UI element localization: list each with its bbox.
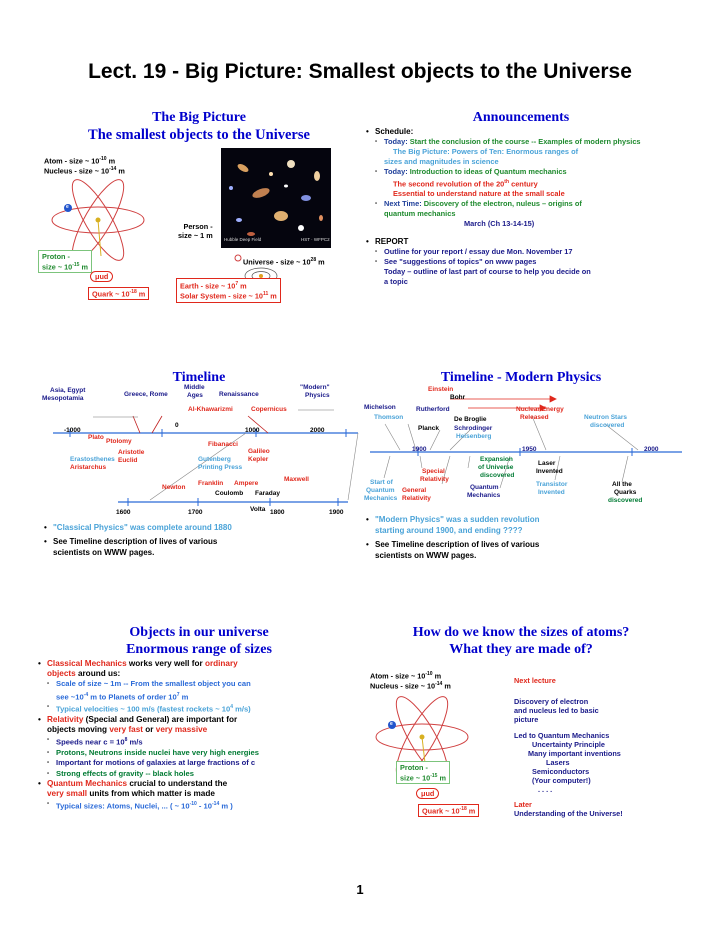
transistor-invented: Invented [538,489,565,496]
name-khwarizmi: Al-Khawarizmi [188,406,233,413]
galaxies-item: • Important for motions of galaxies at large fractions of c [38,758,360,768]
electron-label: e [66,204,69,210]
year-minus-1000: -1000 [64,427,81,434]
classical-mechanics-item: • Classical Mechanics works very well for ordinary [38,659,360,669]
relativity-item: • Relativity (Special and General) are important for [38,715,360,725]
nucleus-size: Nucleus - size ~ $10^{-14}$ m [44,166,125,176]
understanding-universe: Understanding of the Universe! [514,809,623,818]
slide-announcements [360,110,682,310]
start-of: Start of [370,479,393,486]
modern-physics-note-2: starting around 1900, and ending ???? [375,526,523,535]
modern-timeline-bullets [366,514,682,561]
second-revolution: The second revolution of the 20th century [393,179,538,189]
quark-symbol: μud [90,271,113,282]
essential-text: Essential to understand nature at the small scale [393,189,565,199]
atom-size: Atom - size ~ $10^{-10}$ m [44,156,116,166]
march-chapters: March (Ch 13-14-15) [464,219,535,229]
modern-www-note-2: scientists on WWW pages. [375,551,477,560]
year-0: 0 [175,422,179,429]
era-asia: Asia, Egypt [50,387,86,394]
led-to-qm: Led to Quantum Mechanics [514,731,610,740]
name-plato: Plato [88,434,104,441]
start-mechanics: Mechanics [364,495,398,502]
name-galileo: Galileo [248,448,270,455]
year-2000: 2000 [644,446,659,453]
earth-solar-size: Earth - size ~ $10^7$ m Solar System - size ~ $10^{11}$ m [176,278,281,303]
mechanics: Mechanics [467,492,501,499]
transistor: Transistor [536,481,568,488]
speed-item: • Speeds near $c = 10^8$ m/s [38,735,360,748]
laser: Laser [538,460,556,467]
released-label: Released [520,414,549,421]
name-planck: Planck [418,425,439,432]
name-heisenberg: Heisenberg [456,433,492,440]
name-thomson: Thomson [374,414,404,421]
proton-size: Proton - size ~ $10^{-15}$ m [396,761,450,784]
quark-size: Quark ~ $10^{-18}$ m [88,287,149,300]
era-renaissance: Renaissance [219,391,259,398]
era-mesopotamia: Mesopotamia [42,395,84,402]
quantum-mechanics-item: • Quantum Mechanics crucial to understand the [38,779,360,789]
gravity-item: • Strong effects of gravity -- black holes [38,769,360,779]
quarks-discovered: discovered [608,497,643,504]
today-item-1: • Today: Start the conclusion of the course -- Examples of modern physics [366,137,682,147]
expansion: Expansion [480,456,513,463]
schedule-heading: • Schedule: [366,127,682,137]
special: Special [422,468,445,475]
name-ampere: Ampere [234,480,259,487]
hdf-caption: Hubble Deep Field [224,237,262,242]
all-the: All the [612,481,632,488]
today-outline: Today – outline of last part of course to help you decide on [384,267,591,277]
velocity-item: • Typical velocities ~ 100 m/s (fastest rockets ~ $10^4$ m/s) [38,702,360,715]
name-maxwell: Maxwell [284,476,309,483]
discovery-text: Discovery of electron and nucleus led to basic picture [514,697,599,724]
quark-symbol: μud [416,788,439,799]
classical-physics-note: • "Classical Physics" was complete around 1880 [44,522,360,533]
slide-title: The Big Picture [152,110,246,125]
modern-www-note: • See Timeline description of lives of various [366,539,682,550]
year-2000: 2000 [310,427,325,434]
slide-title: Announcements [472,110,570,125]
era-physics: Physics [305,392,330,399]
semiconductors: Semiconductors [532,767,590,776]
name-aristarchus: Aristarchus [70,464,107,471]
modern-physics-note: • "Modern Physics" was a sudden revolution [366,514,682,525]
start-quantum: Quantum [366,487,395,494]
name-einstein: Einstein [428,386,454,393]
quarks: Quarks [614,489,637,496]
name-schrodinger: Schrodinger [454,425,493,432]
name-printing-press: Printing Press [198,464,243,471]
today-outline-2: a topic [384,277,408,287]
classical-mechanics-item-2: objects around us: [47,669,121,679]
of-universe: of Universe [478,464,514,471]
slide-title: Timeline - Modern Physics [440,370,602,385]
slide-subtitle: The smallest objects to the Universe [88,127,310,143]
proton-size: Proton - size ~ $10^{-15}$ m [38,250,92,273]
next-time-item: • Next Time: Discovery of the electron, nuleus – origins of [366,199,682,209]
quantum: Quantum [470,484,499,491]
year-1000: 1000 [245,427,260,434]
laser-invented: Invented [536,468,563,475]
name-ptolomy: Ptolomy [106,438,132,445]
atom-size: Atom - size ~ $10^{-10}$ m [370,671,442,681]
slide-timeline [38,370,360,570]
name-franklin: Franklin [198,480,224,487]
slide-title: Timeline [172,370,226,385]
objects-list [38,659,360,812]
name-euclid: Euclid [118,457,138,464]
slide-objects-universe [38,625,360,825]
era-modern: "Modern" [300,384,330,391]
slide-subtitle: What they are made of? [449,642,593,657]
nucleus-size: Nucleus - size ~ $10^{-14}$ m [370,681,451,691]
scale-item-2: see $\sim 10^{-4}$ m to Planets of order $10^7$ m [56,691,189,702]
next-time-text-2: quantum mechanics [384,209,456,219]
hdf-tag: HST · WFPC2 [301,237,330,242]
expansion-discovered: discovered [480,472,515,479]
year-1900: 1900 [412,446,427,453]
name-coulomb: Coulomb [215,490,244,497]
protons-item: • Protons, Neutrons inside nuclei have very high energies [38,748,360,758]
general: General [402,487,427,494]
scale-item: • Scale of size ~ 1m -- From the smallest object you can [38,679,360,689]
name-erastosthenes: Erastosthenes [70,456,115,463]
slide-big-picture [38,110,360,310]
name-debroglie: De Broglie [454,416,487,423]
zoom-line [96,220,106,260]
timeline-bullets [44,522,360,558]
big-picture-text: The Big Picture: Powers of Ten: Enormous ranges of [393,147,579,156]
big-picture-text-2: sizes and magnitudes in science [384,157,499,166]
hubble-deep-field-image [221,148,331,248]
name-michelson: Michelson [364,404,396,411]
quantum-mechanics-item-2: very small units from which matter is made [47,789,215,799]
page-number: 1 [356,882,364,897]
name-volta: Volta [250,506,266,513]
page-title: Lect. 19 - Big Picture: Smallest objects to the Universe [88,60,632,83]
name-faraday: Faraday [255,490,280,497]
outline-item: • Outline for your report / essay due Mon. November 17 [366,247,682,257]
next-lecture: Next lecture [514,676,556,685]
today-item-2: • Today: Introduction to ideas of Quantum mechanics [366,167,682,177]
announcement-list [366,127,682,287]
name-aristotle: Aristotle [118,449,145,456]
inventions: Many important inventions [528,749,621,758]
timeline-www-note: • See Timeline description of lives of various [44,536,360,547]
era-ages: Ages [187,392,203,399]
year-1900: 1900 [329,509,344,516]
report-heading: • REPORT [366,237,682,247]
suggestions-item: • See "suggestions of topics" on www pages [366,257,682,267]
neutron-discovered: discovered [590,422,625,429]
timeline-www-note-2: scientists on WWW pages. [53,548,155,557]
name-bohr: Bohr [450,394,466,401]
uncertainty-principle: Uncertainty Principle [532,740,605,749]
name-gutenberg: Gutenberg [198,456,231,463]
typical-sizes-item: • Typical sizes: Atoms, Nuclei, ... ( ~ $10^{-10} - 10^{-14}$ m ) [38,799,360,812]
slide-modern-timeline [360,370,682,570]
quark-size: Quark ~ $10^{-18}$ m [418,804,479,817]
name-fibanacci: Fibanacci [208,441,238,448]
slide-title: Objects in our universe [129,625,269,640]
your-computer: (Your computer!) [532,776,591,785]
era-middle: Middle [184,384,205,391]
year-1600: 1600 [116,509,131,516]
year-1950: 1950 [522,446,537,453]
nuclear-energy: Nuclear Energy [516,406,564,413]
person-size: Person - size ~ 1 m [178,222,213,240]
general-relativity: Relativity [402,495,431,502]
era-greece: Greece, Rome [124,391,168,398]
slide-atom-sizes [360,625,682,825]
relativity-item-2: objects moving very fast or very massive [47,725,208,735]
galaxies [221,148,331,248]
year-1800: 1800 [270,509,285,516]
later: Later [514,800,532,809]
lasers: Lasers [546,758,570,767]
name-kepler: Kepler [248,456,269,463]
name-rutherford: Rutherford [416,406,450,413]
slide-subtitle: Enormous range of sizes [126,642,272,657]
neutron-stars: Neutron Stars [584,414,627,421]
universe-size: Universe - size ~ $10^{28}$ m [243,257,325,267]
name-copernicus: Copernicus [251,406,287,413]
electron-label: e [390,721,393,727]
slide-title: How do we know the sizes of atoms? [412,625,630,640]
name-newton: Newton [162,484,186,491]
ellipsis: . . . . [538,785,553,794]
year-1700: 1700 [188,509,203,516]
special-relativity: Relativity [420,476,449,483]
